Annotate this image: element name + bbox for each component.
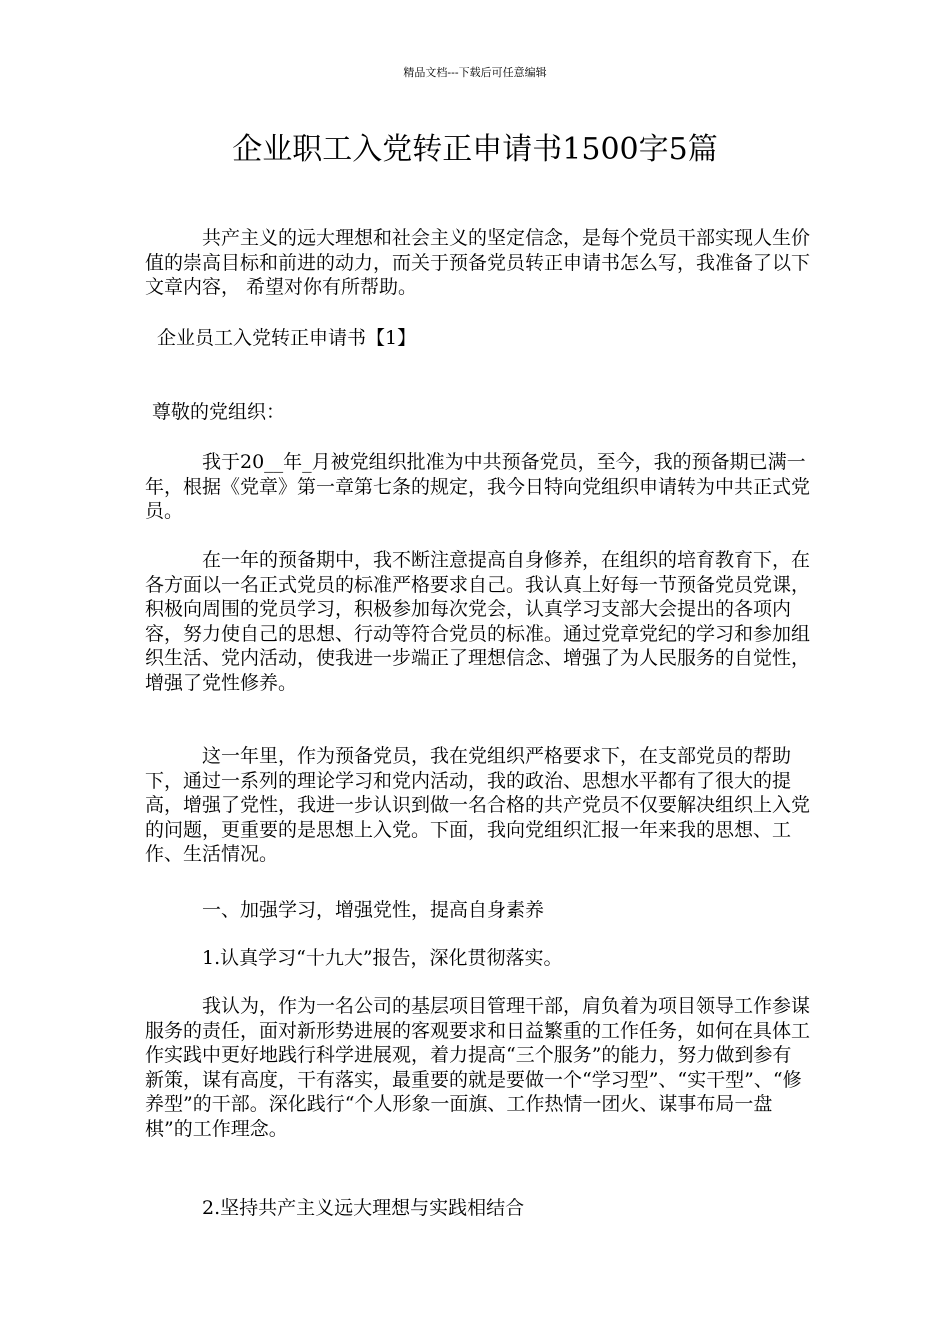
document-title: 企业职工入党转正申请书1500字5篇 [232,132,718,167]
list-item-heading: 1.认真学习“十九大”报告，深化贯彻落实。 [202,947,563,969]
subsection-heading: 一、加强学习，增强党性，提高自身素养 [202,899,545,921]
body-paragraph: 我于20__年_月被党组织批准为中共预备党员，至今，我的预备期已满一年，根据《党章》第一章第七条的规定，我今日特向党组织申请转为中共正式党员。 [145,451,811,522]
body-paragraph: 我认为，作为一名公司的基层项目管理干部，肩负着为项目领导工作参谋服务的责任，面对新形势进展的客观要求和日益繁重的工作任务，如何在具体工作实践中更好地践行科学进展观，着力提高“三个服务”的能力，努力做到参有新策，谋有高度，干有落实，最重要的就是要做一个“学习型”、“实干型”、“修养型”的干部。深化践行“个人形象一面旗、工作热情一团火、谋事布局一盘棋”的工作理念。 [145,995,811,1140]
intro-paragraph: 共产主义的远大理想和社会主义的坚定信念，是每个党员干部实现人生价值的崇高目标和前进的动力，而关于预备党员转正申请书怎么写，我准备了以下文章内容， 希望对你有所帮助。 [145,227,811,298]
list-item-heading: 2.坚持共产主义远大理想与实践相结合 [202,1197,525,1219]
greeting: 尊敬的党组织： [152,401,286,423]
body-paragraph: 这一年里，作为预备党员，我在党组织严格要求下，在支部党员的帮助下，通过一系列的理论学习和党内活动，我的政治、思想水平都有了很大的提高，增强了党性，我进一步认识到做一名合格的共产党员不仅要解决组织上入党的问题，更重要的是思想上入党。下面，我向党组织汇报一年来我的思想、工作、生活情况。 [145,745,811,865]
header-note: 精品文档---下载后可任意编辑 [403,66,547,79]
section-heading: 企业员工入党转正申请书【1】 [157,327,417,349]
body-paragraph: 在一年的预备期中，我不断注意提高自身修养，在组织的培育教育下，在各方面以一名正式党员的标准严格要求自己。我认真上好每一节预备党员党课，积极向周围的党员学习，积极参加每次党会，认真学习支部大会提出的各项内容，努力使自己的思想、行动等符合党员的标准。通过党章党纪的学习和参加组织生活、党内活动，使我进一步端正了理想信念、增强了为人民服务的自觉性，增强了党性修养。 [145,549,811,694]
